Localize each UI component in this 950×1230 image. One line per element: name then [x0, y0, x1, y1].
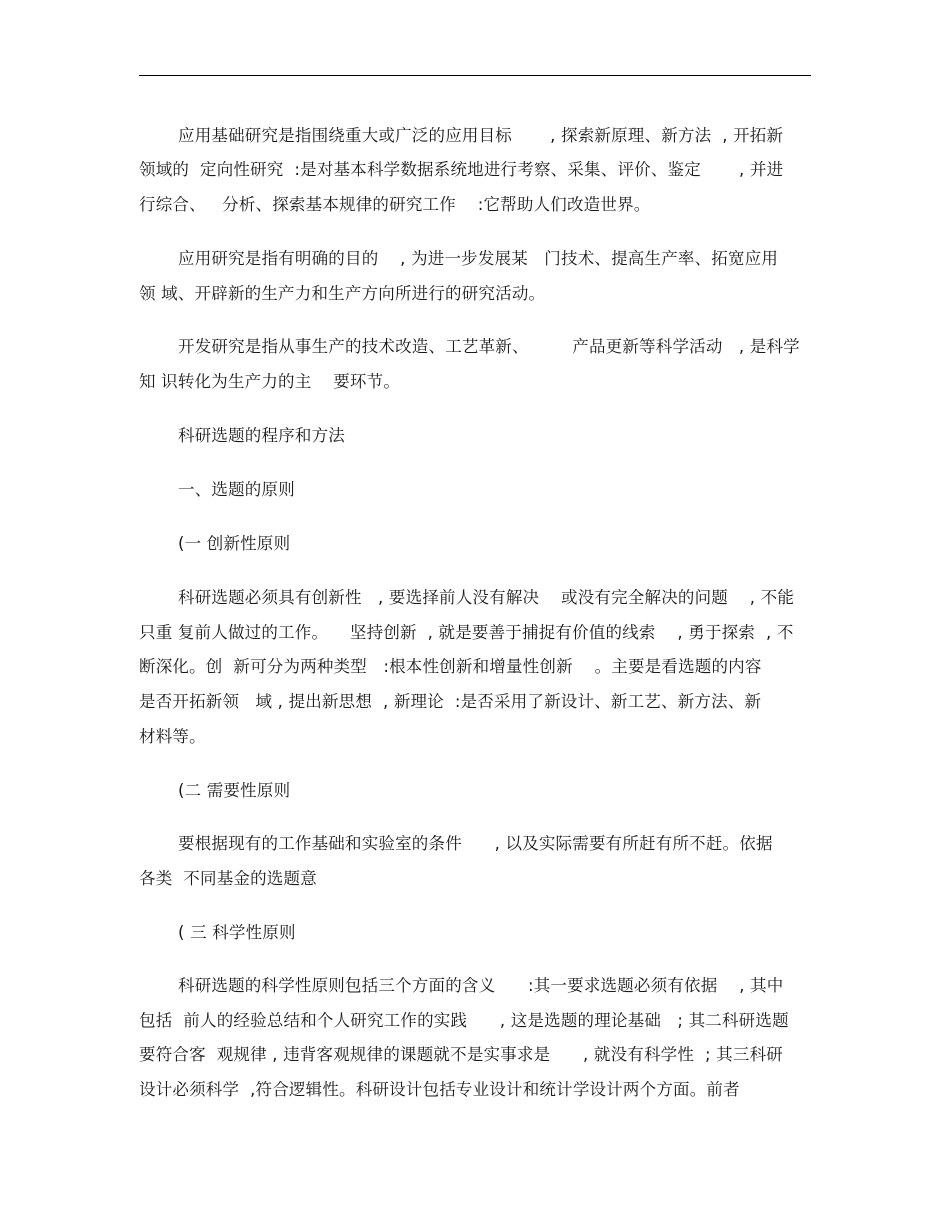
text-line: 是否开拓新领 域 , 提出新思想 , 新理论 :是否采用了新设计、新工艺、新方法、新 — [139, 692, 762, 711]
header-rule — [139, 75, 811, 76]
section-heading: 一、选题的原则 — [178, 480, 295, 499]
text-line: 知 识转化为生产力的主 要环节。 — [139, 372, 401, 391]
text-line: 行综合、 分析、探索基本规律的研究工作 :它帮助人们改造世界。 — [139, 195, 651, 214]
text-line: 设计必须科学 ,符合逻辑性。科研设计包括专业设计和统计学设计两个方面。前者 — [139, 1080, 740, 1099]
subsection-heading: ( 三 科学性原则 — [178, 923, 296, 942]
text-line: 领 域、开辟新的生产力和生产方向所进行的研究活动。 — [139, 284, 546, 303]
text-line: 包括 前人的经验总结和个人研究工作的实践 , 这是选题的理论基础 ; 其二科研选题 — [139, 1011, 789, 1030]
text-line: 应用基础研究是指围绕重大或广泛的应用目标 , 探索新原理、新方法 , 开拓新 — [178, 126, 784, 145]
text-line: 只重 复前人做过的工作。 坚持创新 , 就是要善于捕捉有价值的线索 , 勇于探索 , 不 — [139, 623, 794, 642]
text-line: 科研选题必须具有创新性 , 要选择前人没有解决 或没有完全解决的问题 , 不能 — [178, 588, 795, 607]
text-line: 领域的 定向性研究 :是对基本科学数据系统地进行考察、采集、评价、鉴定 , 并进 — [139, 160, 784, 179]
text-line: 要符合客 观规律 , 违背客观规律的课题就不是实事求是 , 就没有科学性 ; 其三科研 — [139, 1045, 783, 1064]
text-line: 科研选题的科学性原则包括三个方面的含义 :其一要求选题必须有依据 , 其中 — [178, 976, 784, 995]
text-line: 材料等。 — [139, 727, 206, 746]
subsection-heading: (一 创新性原则 — [178, 534, 291, 553]
text-line: 应用研究是指有明确的目的 , 为进一步发展某 门技术、提高生产率、拓宽应用 — [178, 249, 779, 268]
text-line: 各类 不同基金的选题意 — [139, 869, 317, 888]
text-line: 开发研究是指从事生产的技术改造、工艺革新、 产品更新等科学活动 , 是科学 — [178, 337, 800, 356]
text-line: 要根据现有的工作基础和实验室的条件 , 以及实际需要有所赶有所不赶。依据 — [178, 834, 773, 853]
section-heading: 科研选题的程序和方法 — [178, 426, 345, 445]
subsection-heading: (二 需要性原则 — [178, 781, 291, 800]
text-line: 断深化。创 新可分为两种类型 :根本性创新和增量性创新 。主要是看选题的内容 — [139, 657, 762, 676]
